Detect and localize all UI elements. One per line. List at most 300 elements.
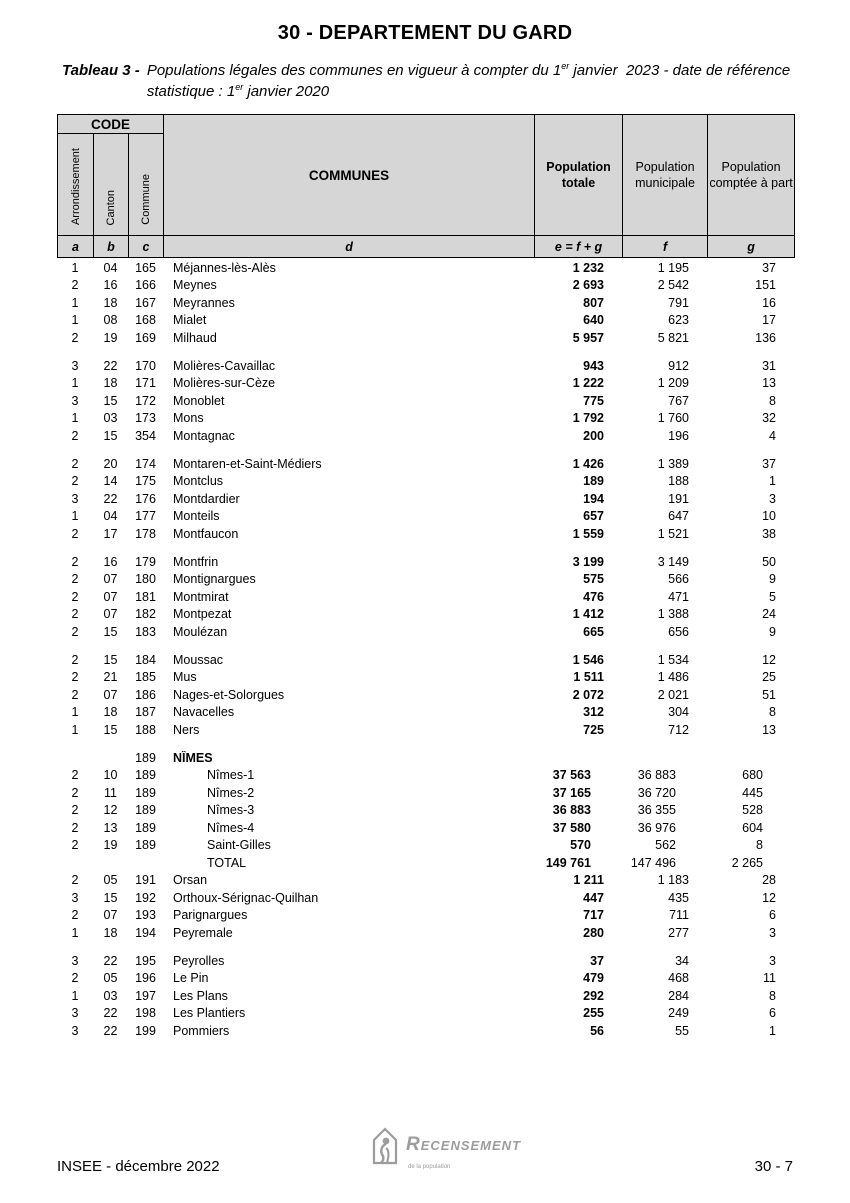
- cell-code-commune: 180: [135, 572, 156, 587]
- caption-text-3: janvier 2020: [243, 83, 330, 100]
- cell-pop-comptee: 8: [769, 393, 776, 408]
- table-row: [57, 651, 794, 669]
- cell-commune-name: Orthoux-Sérignac-Quilhan: [173, 890, 319, 905]
- cell-pop-municipale: 1 183: [657, 873, 689, 888]
- cell-pop-municipale: 284: [668, 988, 689, 1003]
- cell-code-commune: 174: [135, 456, 156, 471]
- cell-code-arrondissement: 2: [71, 768, 79, 783]
- cell-pop-comptee: 10: [762, 509, 776, 524]
- cell-pop-municipale: 34: [675, 953, 689, 968]
- cell-code-commune: 165: [135, 260, 156, 275]
- cell-code-arrondissement: 2: [71, 572, 79, 587]
- table-row: [57, 553, 794, 571]
- table-row: [57, 669, 794, 687]
- cell-code-canton: 15: [103, 890, 118, 905]
- cell-pop-municipale: 5 821: [657, 330, 689, 345]
- table-row: [57, 952, 794, 970]
- cell-code-commune: 189: [135, 785, 156, 800]
- cell-pop-comptee: 25: [762, 670, 776, 685]
- cell-commune-name: Nîmes-2: [207, 785, 255, 800]
- cell-commune-name: Meynes: [173, 278, 217, 293]
- cell-pop-totale: 447: [583, 890, 604, 905]
- table-row: [57, 924, 794, 942]
- table-row: [57, 1005, 794, 1023]
- cell-code-arrondissement: 2: [71, 330, 79, 345]
- cell-pop-comptee: 3: [769, 953, 776, 968]
- table-row: [57, 802, 794, 820]
- table-caption-label: Tableau 3 -: [62, 62, 140, 79]
- cell-code-canton: 18: [103, 295, 118, 310]
- cell-pop-totale: 1 232: [572, 260, 604, 275]
- cell-pop-municipale: 191: [668, 491, 689, 506]
- cell-pop-comptee: 32: [762, 411, 776, 426]
- cell-code-commune: 186: [135, 687, 156, 702]
- cell-code-arrondissement: 2: [71, 278, 79, 293]
- cell-code-arrondissement: 2: [71, 820, 79, 835]
- table-row: [57, 455, 794, 473]
- cell-code-commune: 166: [135, 278, 156, 293]
- cell-pop-municipale: 249: [668, 1006, 689, 1021]
- cell-pop-municipale: 562: [655, 838, 676, 853]
- cell-code-arrondissement: 2: [71, 589, 79, 604]
- cell-pop-comptee: 13: [762, 376, 776, 391]
- cell-code-arrondissement: 1: [71, 411, 79, 426]
- table-row: [57, 987, 794, 1005]
- commune-header: [129, 134, 164, 236]
- cell-code-canton: 05: [103, 971, 118, 986]
- cell-code-canton: 10: [103, 768, 118, 783]
- cell-pop-municipale: 1 195: [657, 260, 689, 275]
- cell-code-arrondissement: 1: [71, 988, 79, 1003]
- cell-code-canton: 18: [103, 925, 118, 940]
- cell-code-commune: 178: [135, 526, 156, 541]
- cell-code-canton: 03: [103, 411, 118, 426]
- cell-pop-municipale: 196: [668, 428, 689, 443]
- cell-code-canton: 21: [103, 670, 118, 685]
- logo-subtitle: de la population: [408, 1164, 451, 1170]
- cell-code-arrondissement: 3: [71, 358, 79, 373]
- cell-code-commune: 195: [135, 953, 156, 968]
- cell-pop-totale: 149 761: [545, 855, 591, 870]
- cell-pop-municipale: 1 209: [657, 376, 689, 391]
- cell-pop-municipale: 1 388: [657, 607, 689, 622]
- cell-pop-totale: 5 957: [572, 330, 604, 345]
- cell-pop-totale: 476: [583, 589, 604, 604]
- cell-code-commune: 184: [135, 652, 156, 667]
- table-row: [57, 704, 794, 722]
- cell-pop-municipale: 712: [668, 722, 689, 737]
- cell-code-commune: 188: [135, 722, 156, 737]
- cell-code-canton: 15: [103, 722, 118, 737]
- logo-text-block: [406, 1136, 521, 1173]
- cell-commune-name: Nîmes-3: [207, 803, 255, 818]
- cell-pop-totale: 189: [583, 474, 604, 489]
- table-row: [57, 837, 794, 855]
- cell-pop-comptee: 528: [742, 803, 763, 818]
- cell-commune-name: Moulézan: [173, 624, 228, 639]
- table-caption: [62, 60, 802, 102]
- cell-code-canton: 07: [103, 687, 118, 702]
- cell-pop-comptee: 8: [769, 988, 776, 1003]
- cell-pop-totale: 1 546: [572, 652, 604, 667]
- cell-commune-name: Les Plans: [173, 988, 228, 1003]
- cell-code-arrondissement: 2: [71, 526, 79, 541]
- cell-pop-comptee: 31: [762, 358, 776, 373]
- cell-code-commune: 191: [135, 873, 156, 888]
- cell-code-commune: 189: [135, 750, 156, 765]
- recensement-logo: [370, 1126, 521, 1173]
- cell-code-commune: 167: [135, 295, 156, 310]
- cell-code-canton: 19: [103, 838, 118, 853]
- cell-code-commune: 196: [135, 971, 156, 986]
- cell-pop-municipale: 767: [668, 393, 689, 408]
- cell-code-commune: 194: [135, 925, 156, 940]
- cell-pop-totale: 292: [583, 988, 604, 1003]
- cell-code-arrondissement: 1: [71, 376, 79, 391]
- communes-header: COMMUNES: [164, 115, 535, 236]
- cell-pop-municipale: 36 355: [637, 803, 676, 818]
- table-row: [57, 889, 794, 907]
- cell-pop-totale: 37: [590, 953, 604, 968]
- arrondissement-label: Arrondissement: [69, 147, 82, 225]
- cell-pop-comptee: 24: [762, 607, 776, 622]
- cell-code-commune: 189: [135, 838, 156, 853]
- cell-code-commune: 170: [135, 358, 156, 373]
- table-row: [57, 392, 794, 410]
- cell-code-arrondissement: 3: [71, 890, 79, 905]
- cell-pop-municipale: 468: [668, 971, 689, 986]
- cell-commune-name: Montpezat: [173, 607, 232, 622]
- cell-code-arrondissement: 2: [71, 908, 79, 923]
- cell-pop-municipale: 656: [668, 624, 689, 639]
- cell-code-commune: 172: [135, 393, 156, 408]
- caption-text-1: Populations légales des communes en vigueur à compter du 1: [146, 62, 562, 79]
- table-row: [57, 623, 794, 641]
- cell-code-canton: 17: [103, 526, 118, 541]
- cell-commune-name: Mialet: [173, 313, 207, 328]
- cell-code-canton: 18: [103, 705, 118, 720]
- cell-pop-totale: 807: [583, 295, 604, 310]
- cell-code-canton: 08: [103, 313, 118, 328]
- cell-code-arrondissement: 1: [71, 260, 79, 275]
- cell-commune-name: Le Pin: [173, 971, 209, 986]
- cell-pop-totale: 1 412: [572, 607, 604, 622]
- cell-code-commune: 187: [135, 705, 156, 720]
- cell-pop-totale: 479: [583, 971, 604, 986]
- cell-code-arrondissement: 1: [71, 313, 79, 328]
- cell-pop-comptee: 28: [762, 873, 776, 888]
- cell-pop-totale: 37 580: [552, 820, 591, 835]
- cell-pop-municipale: 471: [668, 589, 689, 604]
- cell-code-canton: 22: [103, 491, 118, 506]
- cell-commune-name: Navacelles: [173, 705, 235, 720]
- cell-pop-comptee: 3: [769, 925, 776, 940]
- cell-code-arrondissement: 3: [71, 1023, 79, 1038]
- cell-commune-name: Montfrin: [173, 554, 219, 569]
- cell-pop-totale: 37 563: [552, 768, 591, 783]
- cell-code-commune: 171: [135, 376, 156, 391]
- cell-commune-name: Nîmes-1: [207, 768, 255, 783]
- cell-code-commune: 199: [135, 1023, 156, 1038]
- footer-source: INSEE - décembre 2022: [57, 1158, 220, 1175]
- cell-code-arrondissement: 3: [71, 953, 79, 968]
- letter-d: d: [164, 236, 535, 258]
- cell-code-arrondissement: 1: [71, 705, 79, 720]
- cell-pop-comptee: 6: [769, 908, 776, 923]
- cell-pop-municipale: 55: [675, 1023, 689, 1038]
- cell-pop-totale: 280: [583, 925, 604, 940]
- cell-pop-totale: 570: [570, 838, 591, 853]
- cell-pop-totale: 312: [583, 705, 604, 720]
- cell-pop-municipale: 2 021: [657, 687, 689, 702]
- group-spacer: [57, 445, 794, 456]
- table-row: [57, 686, 794, 704]
- cell-pop-municipale: 1 760: [657, 411, 689, 426]
- cell-pop-totale: 1 559: [572, 526, 604, 541]
- house-person-icon: [370, 1126, 400, 1166]
- cell-pop-comptee: 5: [769, 589, 776, 604]
- cell-code-commune: 183: [135, 624, 156, 639]
- cell-pop-municipale: 3 149: [657, 554, 689, 569]
- table-row: [57, 329, 794, 347]
- arrondissement-header: [58, 134, 94, 236]
- cell-code-arrondissement: 2: [71, 428, 79, 443]
- cell-commune-name: Peyremale: [173, 925, 233, 940]
- cell-commune-name: Montdardier: [173, 491, 240, 506]
- cell-pop-comptee: 151: [755, 278, 776, 293]
- cell-pop-totale: 1 211: [573, 873, 604, 888]
- cell-pop-municipale: 1 534: [657, 652, 689, 667]
- cell-pop-comptee: 51: [762, 687, 776, 702]
- group-spacer: [57, 543, 794, 554]
- cell-code-arrondissement: 2: [71, 873, 79, 888]
- cell-commune-name: Meyrannes: [173, 295, 235, 310]
- cell-pop-municipale: 304: [668, 705, 689, 720]
- cell-pop-municipale: 623: [668, 313, 689, 328]
- table-row: [57, 819, 794, 837]
- letter-a: a: [58, 236, 94, 258]
- table-row: [57, 721, 794, 739]
- table-row: [57, 294, 794, 312]
- cell-pop-comptee: 136: [755, 330, 776, 345]
- cell-commune-name: Méjannes-lès-Alès: [173, 260, 276, 275]
- cell-code-arrondissement: 1: [71, 295, 79, 310]
- cell-pop-comptee: 8: [769, 705, 776, 720]
- cell-pop-totale: 775: [583, 393, 604, 408]
- table-row: [57, 259, 794, 277]
- cell-commune-name: Peyrolles: [173, 953, 225, 968]
- cell-pop-municipale: 36 883: [637, 768, 676, 783]
- cell-pop-totale: 56: [590, 1023, 604, 1038]
- letter-g: g: [708, 236, 795, 258]
- cell-commune-name: Nages-et-Solorgues: [173, 687, 285, 702]
- cell-pop-municipale: 647: [668, 509, 689, 524]
- cell-code-commune: 185: [135, 670, 156, 685]
- cell-pop-comptee: 12: [762, 652, 776, 667]
- cell-pop-municipale: 1 486: [657, 670, 689, 685]
- letter-f: f: [623, 236, 708, 258]
- cell-commune-name: Milhaud: [173, 330, 217, 345]
- cell-pop-totale: 37 165: [552, 785, 591, 800]
- table-row: [57, 767, 794, 785]
- cell-code-arrondissement: 2: [71, 652, 79, 667]
- cell-commune-name: Saint-Gilles: [207, 838, 271, 853]
- letter-e: e = f + g: [535, 236, 623, 258]
- cell-pop-totale: 3 199: [572, 554, 604, 569]
- cell-pop-comptee: 38: [762, 526, 776, 541]
- cell-pop-municipale: 566: [668, 572, 689, 587]
- cell-pop-municipale: 277: [668, 925, 689, 940]
- cell-commune-name: NÎMES: [173, 750, 213, 765]
- table-row: [57, 490, 794, 508]
- cell-commune-name: Moussac: [173, 652, 224, 667]
- cell-pop-totale: 2 072: [572, 687, 604, 702]
- table-row: [57, 784, 794, 802]
- cell-code-canton: 18: [103, 376, 118, 391]
- cell-code-canton: 07: [103, 572, 118, 587]
- cell-pop-municipale: 36 720: [637, 785, 676, 800]
- cell-code-commune: 189: [135, 820, 156, 835]
- cell-pop-comptee: 680: [742, 768, 763, 783]
- table-row: [57, 525, 794, 543]
- cell-pop-comptee: 13: [762, 722, 776, 737]
- population-comptee-header: Population comptée à part: [708, 115, 795, 236]
- table-row: [57, 970, 794, 988]
- cell-commune-name: Mus: [173, 670, 197, 685]
- table-row: [57, 410, 794, 428]
- cell-code-commune: 189: [135, 803, 156, 818]
- cell-code-canton: 19: [103, 330, 118, 345]
- cell-code-commune: 182: [135, 607, 156, 622]
- cell-code-canton: 22: [103, 953, 118, 968]
- cell-code-canton: 20: [103, 456, 118, 471]
- cell-code-canton: 16: [103, 278, 118, 293]
- table-row: [57, 357, 794, 375]
- cell-code-arrondissement: 1: [71, 509, 79, 524]
- cell-pop-comptee: 50: [762, 554, 776, 569]
- cell-pop-comptee: 445: [742, 785, 763, 800]
- cell-commune-name: Montfaucon: [173, 526, 239, 541]
- cell-code-arrondissement: 3: [71, 1006, 79, 1021]
- cell-pop-municipale: 147 496: [630, 855, 676, 870]
- cell-code-commune: 173: [135, 411, 156, 426]
- cell-pop-municipale: 188: [668, 474, 689, 489]
- cell-pop-comptee: 1: [769, 1023, 776, 1038]
- table-row: [57, 907, 794, 925]
- cell-pop-comptee: 37: [762, 260, 776, 275]
- cell-code-arrondissement: 1: [71, 722, 79, 737]
- cell-code-commune: 168: [135, 313, 156, 328]
- cell-code-arrondissement: 1: [71, 925, 79, 940]
- cell-code-arrondissement: 2: [71, 838, 79, 853]
- table-row: [57, 312, 794, 330]
- cell-pop-comptee: 3: [769, 491, 776, 506]
- group-spacer: [57, 347, 794, 358]
- cell-code-arrondissement: 2: [71, 971, 79, 986]
- cell-code-canton: 14: [103, 474, 118, 489]
- cell-commune-name: Montmirat: [173, 589, 229, 604]
- cell-code-canton: 15: [103, 393, 118, 408]
- cell-commune-name: Montignargues: [173, 572, 256, 587]
- cell-commune-name: Monoblet: [173, 393, 225, 408]
- cell-code-canton: 15: [103, 652, 118, 667]
- cell-pop-totale: 1 426: [572, 456, 604, 471]
- table-row: [57, 872, 794, 890]
- table-row: [57, 588, 794, 606]
- cell-pop-comptee: 9: [769, 572, 776, 587]
- table-row: [57, 277, 794, 295]
- cell-pop-totale: 665: [583, 624, 604, 639]
- cell-code-canton: 16: [103, 554, 118, 569]
- cell-code-arrondissement: 2: [71, 785, 79, 800]
- cell-pop-totale: 657: [583, 509, 604, 524]
- table-row: [57, 854, 794, 872]
- cell-code-commune: 198: [135, 1006, 156, 1021]
- caption-sup-2: er: [235, 82, 244, 92]
- cell-pop-totale: 1 792: [572, 411, 604, 426]
- cell-pop-comptee: 12: [762, 890, 776, 905]
- cell-code-canton: 22: [103, 358, 118, 373]
- group-spacer: [57, 942, 794, 953]
- code-header: CODE: [58, 115, 164, 134]
- cell-commune-name: Pommiers: [173, 1023, 230, 1038]
- cell-code-commune: 169: [135, 330, 156, 345]
- cell-code-arrondissement: 2: [71, 554, 79, 569]
- cell-code-canton: 15: [103, 624, 118, 639]
- cell-code-commune: 354: [135, 428, 156, 443]
- cell-pop-totale: 943: [583, 358, 604, 373]
- cell-commune-name: Molières-Cavaillac: [173, 358, 276, 373]
- cell-code-arrondissement: 3: [71, 491, 79, 506]
- cell-code-arrondissement: 2: [71, 670, 79, 685]
- cell-code-canton: 13: [103, 820, 118, 835]
- cell-pop-comptee: 8: [756, 838, 763, 853]
- cell-code-canton: 07: [103, 908, 118, 923]
- cell-commune-name: Monteils: [173, 509, 220, 524]
- cell-code-canton: 22: [103, 1023, 118, 1038]
- cell-code-commune: 175: [135, 474, 156, 489]
- cell-pop-comptee: 1: [769, 474, 776, 489]
- cell-pop-totale: 1 511: [573, 670, 604, 685]
- cell-code-commune: 181: [135, 589, 156, 604]
- table-row: [57, 473, 794, 491]
- cell-code-canton: 04: [103, 260, 118, 275]
- canton-label: Canton: [105, 189, 117, 225]
- cell-pop-comptee: 11: [763, 971, 776, 986]
- page-title: 30 - DEPARTEMENT DU GARD: [277, 22, 573, 44]
- caption-sup-1: er: [561, 61, 570, 71]
- cell-code-commune: 176: [135, 491, 156, 506]
- letter-c: c: [129, 236, 164, 258]
- cell-pop-totale: 194: [583, 491, 604, 506]
- cell-pop-comptee: 17: [762, 313, 776, 328]
- cell-pop-municipale: 791: [668, 295, 689, 310]
- cell-pop-comptee: 6: [769, 1006, 776, 1021]
- cell-code-commune: 197: [135, 988, 156, 1003]
- cell-code-canton: 07: [103, 607, 118, 622]
- population-totale-header: Population totale: [535, 115, 623, 236]
- cell-pop-municipale: 1 389: [657, 456, 689, 471]
- caption-text-2: janvier 2023 - date de référence statistique : 1: [146, 62, 791, 100]
- cell-pop-totale: 717: [583, 908, 604, 923]
- cell-pop-municipale: 2 542: [657, 278, 689, 293]
- cell-code-canton: 15: [103, 428, 118, 443]
- cell-pop-comptee: 9: [769, 624, 776, 639]
- cell-pop-comptee: 37: [762, 456, 776, 471]
- cell-code-canton: 22: [103, 1006, 118, 1021]
- cell-code-canton: 03: [103, 988, 118, 1003]
- cell-commune-name: Mons: [173, 411, 204, 426]
